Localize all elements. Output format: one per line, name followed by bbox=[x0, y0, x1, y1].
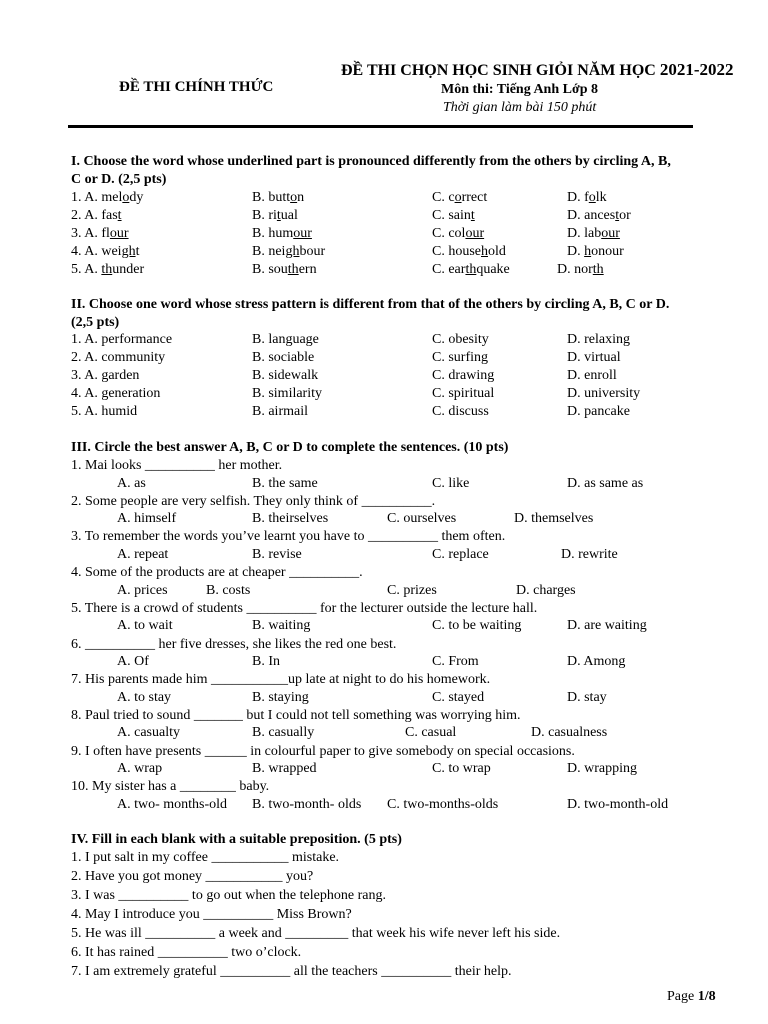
underlined-part: h bbox=[481, 244, 488, 259]
fill-blank-item: 3. I was __________ to go out when the telephone rang. bbox=[71, 888, 386, 903]
answer-option: A. to stay bbox=[117, 689, 172, 705]
option-text: 3. A. fl bbox=[71, 226, 110, 241]
option-text: D. ances bbox=[567, 208, 616, 223]
option-text: D. lab bbox=[567, 226, 602, 241]
answer-option: A. two- months-old bbox=[117, 796, 228, 812]
pronunciation-option bbox=[432, 189, 487, 206]
stress-option: 1. A. performance bbox=[71, 332, 173, 347]
answer-option: D. wrapping bbox=[567, 761, 637, 777]
underlined-part: t bbox=[470, 208, 475, 223]
answer-option: B. revise bbox=[252, 546, 302, 562]
option-text: C. c bbox=[432, 190, 455, 205]
option-text: C. sain bbox=[432, 208, 471, 223]
page-count: 1/8 bbox=[697, 989, 716, 1004]
pronunciation-option bbox=[71, 261, 144, 278]
section3-title: III. Circle the best answer A, B, C or D to complete the sentences. (10 pts) bbox=[71, 440, 509, 455]
underlined-part: o bbox=[588, 190, 596, 205]
option-text: C. ear bbox=[432, 262, 466, 277]
answer-option: C. to wrap bbox=[432, 761, 491, 777]
option-text: or bbox=[619, 208, 631, 223]
stress-option: C. surfing bbox=[432, 350, 488, 365]
official-exam-label: ĐỀ THI CHÍNH THỨC bbox=[119, 79, 274, 95]
pronunciation-option bbox=[567, 189, 607, 206]
option-text: B. sou bbox=[252, 262, 288, 277]
page-label: Page bbox=[667, 989, 698, 1004]
school-year: 2021-2022 bbox=[659, 60, 734, 79]
answer-option: D. rewrite bbox=[561, 546, 618, 562]
option-text: B. butt bbox=[252, 190, 291, 205]
answer-option: D. charges bbox=[516, 582, 576, 598]
answer-option: C. replace bbox=[432, 546, 489, 562]
question-text: 10. My sister has a ________ baby. bbox=[71, 779, 270, 795]
question-text: 9. I often have presents ______ in colourful paper to give somebody on special occasions. bbox=[71, 743, 575, 759]
option-text: B. ri bbox=[252, 208, 277, 223]
underlined-part: gh bbox=[285, 244, 300, 259]
underlined-part: our bbox=[601, 226, 620, 241]
option-text: ern bbox=[298, 262, 317, 277]
pronunciation-option bbox=[252, 243, 325, 260]
option-text: 5. A. bbox=[71, 262, 102, 277]
pronunciation-option bbox=[432, 207, 475, 224]
answer-option: D. two-month-old bbox=[567, 796, 669, 812]
answer-option: C. From bbox=[432, 654, 479, 669]
question-text: 4. Some of the products are at cheaper __________. bbox=[71, 565, 363, 581]
answer-option: A. himself bbox=[117, 511, 177, 527]
answer-option: B. In bbox=[252, 654, 280, 669]
underlined-part: our bbox=[109, 226, 129, 241]
underlined-part: th bbox=[287, 262, 299, 277]
question-text: 5. There is a crowd of students __________ for the lecturer outside the lecture hall. bbox=[71, 600, 538, 616]
underlined-part: t bbox=[276, 208, 281, 223]
stress-option: B. sociable bbox=[252, 350, 315, 365]
option-text: lk bbox=[595, 190, 607, 205]
answer-option: B. the same bbox=[252, 475, 318, 491]
fill-blank-item: 2. Have you got money ___________ you? bbox=[71, 869, 314, 884]
answer-option: A. to wait bbox=[117, 618, 173, 634]
stress-option: C. spiritual bbox=[432, 386, 495, 401]
option-text: B. nei bbox=[252, 244, 286, 259]
option-text: D. f bbox=[567, 190, 589, 205]
exam-subject: Môn thi: Tiếng Anh Lớp 8 bbox=[441, 82, 599, 97]
option-text: onour bbox=[591, 244, 624, 259]
answer-option: B. casually bbox=[252, 725, 315, 741]
underlined-part: o bbox=[290, 190, 298, 205]
stress-option: C. drawing bbox=[432, 368, 495, 383]
section1-title-line2: C or D. (2,5 pts) bbox=[71, 172, 167, 187]
pronunciation-option bbox=[71, 189, 143, 206]
stress-option: D. enroll bbox=[567, 368, 617, 383]
exam-title bbox=[341, 60, 734, 80]
option-text: C. col bbox=[432, 226, 466, 241]
section2-title-line1: II. Choose one word whose stress pattern is different from that of the others by circling A, B, C or D. bbox=[71, 297, 670, 312]
option-text: 2. A. fas bbox=[71, 208, 118, 223]
pronunciation-option bbox=[432, 243, 506, 260]
option-text: t bbox=[135, 244, 140, 259]
fill-blank-item: 6. It has rained __________ two o’clock. bbox=[71, 945, 302, 960]
answer-option: A. as bbox=[117, 475, 146, 491]
question-text: 7. His parents made him ___________up late at night to do his homework. bbox=[71, 672, 491, 688]
answer-option: B. waiting bbox=[252, 618, 311, 634]
question-text: 3. To remember the words you’ve learnt you have to __________ them often. bbox=[71, 529, 506, 545]
pronunciation-option bbox=[432, 261, 510, 278]
fill-blank-item: 1. I put salt in my coffee ___________ mistake. bbox=[71, 850, 340, 865]
option-text: C. house bbox=[432, 244, 481, 259]
pronunciation-option bbox=[252, 225, 312, 242]
question-text: 6. __________ her five dresses, she likes the red one best. bbox=[71, 636, 397, 652]
stress-option: D. pancake bbox=[567, 404, 630, 419]
stress-option: C. obesity bbox=[432, 332, 489, 347]
underlined-part: th bbox=[465, 262, 477, 277]
pronunciation-option bbox=[567, 243, 624, 260]
fill-blank-item: 7. I am extremely grateful __________ all the teachers __________ their help. bbox=[71, 964, 512, 979]
pronunciation-option bbox=[71, 243, 139, 260]
stress-option: B. similarity bbox=[252, 386, 322, 401]
pronunciation-option bbox=[567, 225, 620, 242]
answer-option: D. themselves bbox=[514, 511, 594, 527]
stress-option: 2. A. community bbox=[71, 350, 166, 365]
header-divider bbox=[68, 125, 693, 128]
stress-option: D. university bbox=[567, 386, 641, 401]
answer-option: C. casual bbox=[405, 725, 457, 741]
stress-option: B. airmail bbox=[252, 404, 308, 419]
stress-option: C. discuss bbox=[432, 404, 489, 419]
answer-option: A. Of bbox=[117, 654, 149, 669]
page-number bbox=[667, 989, 716, 1005]
option-text: n bbox=[297, 190, 305, 205]
section4-title: IV. Fill in each blank with a suitable preposition. (5 pts) bbox=[71, 832, 402, 847]
answer-option: C. stayed bbox=[432, 689, 485, 705]
exam-time: Thời gian làm bài 150 phút bbox=[443, 100, 597, 115]
underlined-part: our bbox=[293, 226, 312, 241]
underlined-part: gh bbox=[121, 244, 136, 259]
section1-title-line1: I. Choose the word whose underlined part is pronounced differently from the others by circling A, B, bbox=[71, 154, 671, 169]
option-text: ual bbox=[280, 208, 298, 223]
answer-option: B. two-month- olds bbox=[252, 796, 362, 812]
stress-option: D. relaxing bbox=[567, 332, 630, 347]
fill-blank-item: 5. He was ill __________ a week and _________ that week his wife never left his side. bbox=[71, 926, 561, 941]
underlined-part: th bbox=[592, 262, 604, 277]
underlined-part: th bbox=[101, 262, 113, 277]
underlined-part: o bbox=[122, 190, 130, 205]
option-text: B. hum bbox=[252, 226, 294, 241]
option-text: under bbox=[112, 262, 145, 277]
answer-option: D. as same as bbox=[567, 475, 644, 491]
stress-option: 5. A. humid bbox=[71, 404, 138, 419]
answer-option: D. stay bbox=[567, 689, 607, 705]
underlined-part: t bbox=[117, 208, 122, 223]
answer-option: B. wrapped bbox=[252, 761, 317, 777]
answer-option: D. are waiting bbox=[567, 618, 647, 634]
answer-option: C. prizes bbox=[387, 582, 437, 598]
pronunciation-option bbox=[557, 261, 604, 278]
option-text: 4. A. wei bbox=[71, 244, 122, 259]
question-text: 2. Some people are very selfish. They only think of __________. bbox=[71, 493, 436, 509]
pronunciation-option bbox=[71, 207, 122, 224]
pronunciation-option bbox=[432, 225, 484, 242]
option-text: D. nor bbox=[557, 262, 593, 277]
pronunciation-option bbox=[567, 207, 631, 224]
underlined-part: h bbox=[584, 244, 592, 259]
pronunciation-option bbox=[252, 189, 304, 206]
answer-option: A. wrap bbox=[117, 761, 163, 777]
option-text: rrect bbox=[461, 190, 488, 205]
answer-option: B. costs bbox=[206, 582, 251, 598]
question-text: 8. Paul tried to sound _______ but I could not tell something was worrying him. bbox=[71, 707, 521, 723]
pronunciation-option bbox=[252, 261, 317, 278]
option-text: old bbox=[488, 244, 506, 259]
answer-option: C. two-months-olds bbox=[387, 796, 499, 812]
underlined-part: t bbox=[615, 208, 620, 223]
exam-title-text: ĐỀ THI CHỌN HỌC SINH GIỎI NĂM HỌC bbox=[341, 62, 656, 79]
answer-option: B. staying bbox=[252, 689, 309, 705]
answer-option: A. repeat bbox=[117, 546, 169, 562]
stress-option: 3. A. garden bbox=[71, 368, 140, 383]
answer-option: B. theirselves bbox=[252, 511, 329, 527]
question-text: 1. Mai looks __________ her mother. bbox=[71, 458, 283, 473]
underlined-part: our bbox=[465, 226, 485, 241]
option-text: 1. A. mel bbox=[71, 190, 123, 205]
stress-option: D. virtual bbox=[567, 350, 621, 365]
option-text: D. bbox=[567, 244, 585, 259]
answer-option: D. casualness bbox=[531, 725, 608, 741]
fill-blank-item: 4. May I introduce you __________ Miss Brown? bbox=[71, 907, 352, 922]
stress-option: B. language bbox=[252, 332, 319, 347]
option-text: bour bbox=[299, 244, 326, 259]
answer-option: A. prices bbox=[117, 582, 168, 598]
pronunciation-option bbox=[71, 225, 129, 242]
stress-option: B. sidewalk bbox=[252, 368, 319, 383]
underlined-part: o bbox=[454, 190, 462, 205]
answer-option: A. casualty bbox=[117, 725, 180, 741]
answer-option: D. Among bbox=[567, 654, 626, 669]
option-text: quake bbox=[476, 262, 510, 277]
option-text: dy bbox=[129, 190, 144, 205]
answer-option: C. like bbox=[432, 475, 470, 491]
pronunciation-option bbox=[252, 207, 298, 224]
answer-option: C. to be waiting bbox=[432, 618, 522, 634]
stress-option: 4. A. generation bbox=[71, 386, 161, 401]
section2-title-line2: (2,5 pts) bbox=[71, 315, 120, 330]
answer-option: C. ourselves bbox=[387, 511, 457, 527]
